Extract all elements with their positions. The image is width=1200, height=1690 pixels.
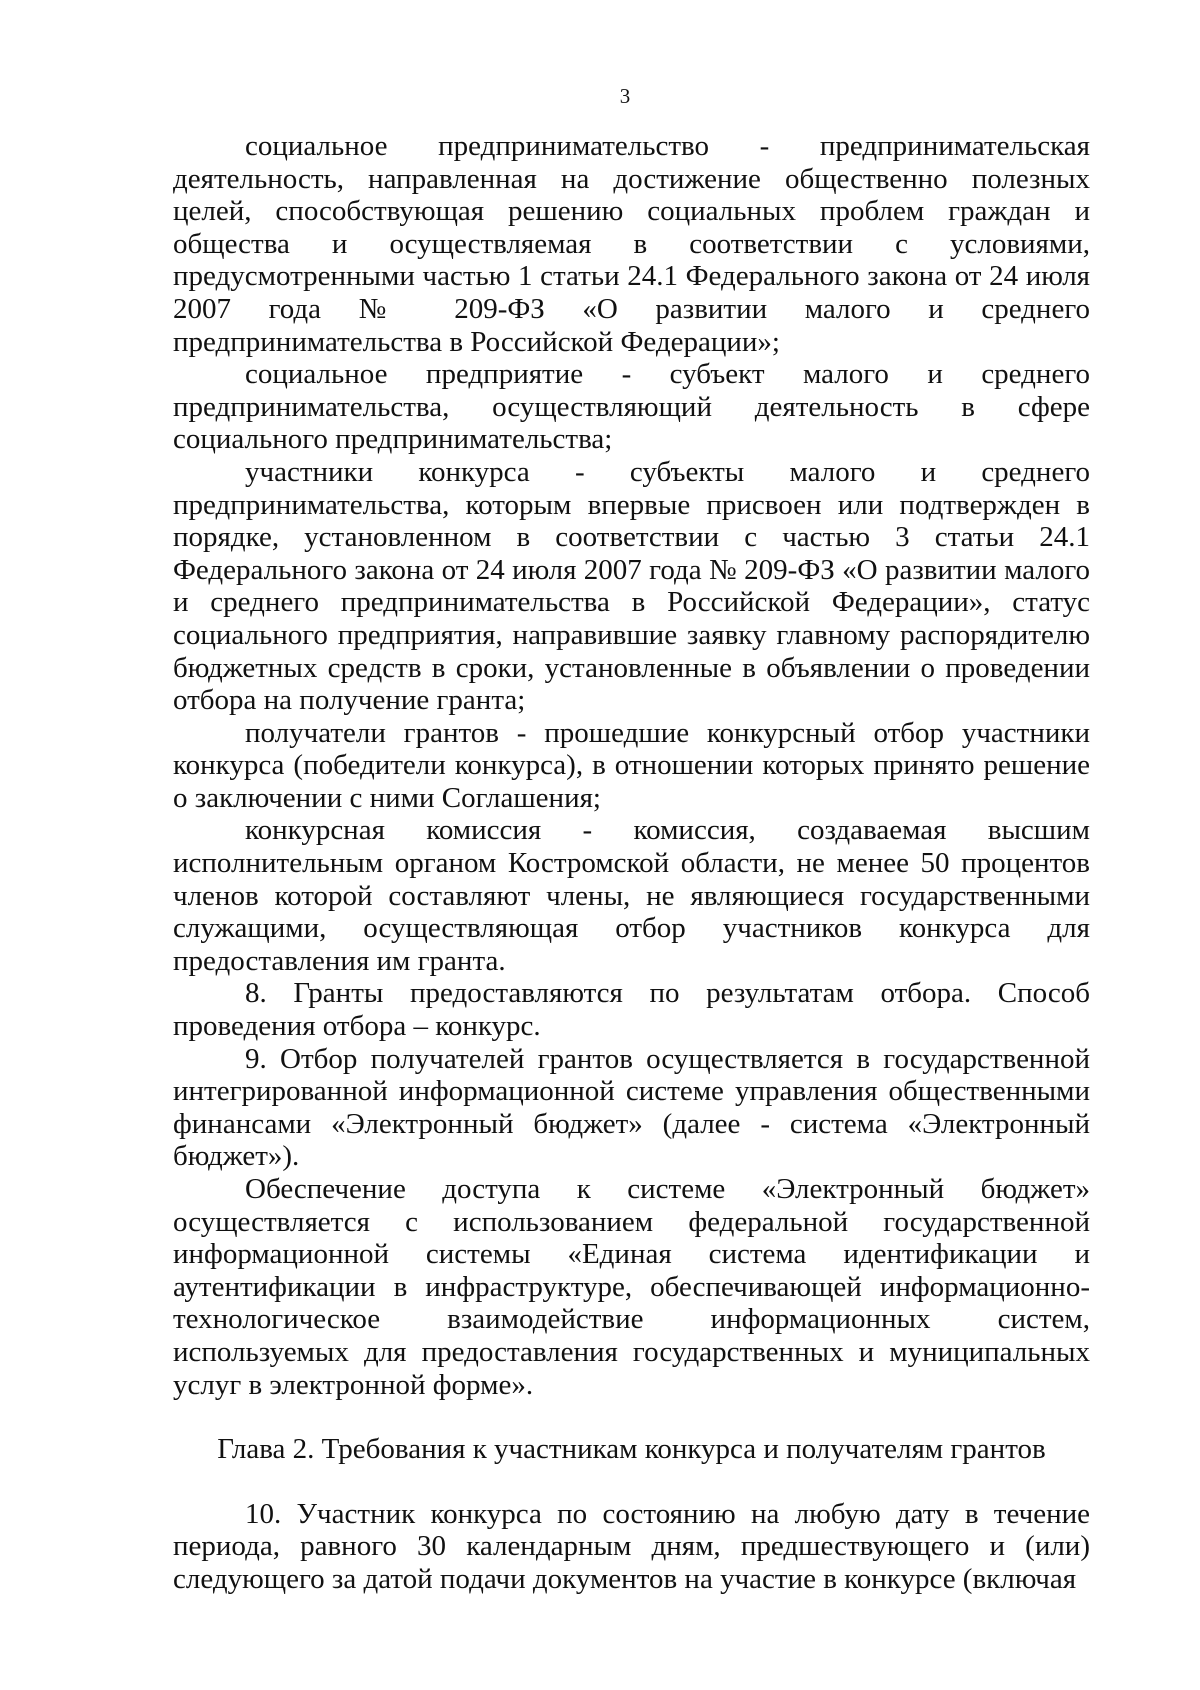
definition-social-enterprise: социальное предприятие - субъект малого и среднего предпринимательства, осуществляющий деятельность в сфере социального предпринимательства;	[173, 358, 1090, 456]
clause-9-access: Обеспечение доступа к системе «Электронный бюджет» осуществляется с использованием федеральной государственной информационной системы «Единая система идентификации и аутентификации в инфраструктуре, обеспечивающей информационно-технологическое взаимодействие информационных систем, используемых для предоставления государственных и муниципальных услуг в электронной форме».	[173, 1173, 1090, 1401]
page-number: 3	[619, 84, 631, 108]
clause-10: 10. Участник конкурса по состоянию на любую дату в течение периода, равного 30 календарным дням, предшествующего и (или) следующего за датой подачи документов на участие в конкурсе (включая	[173, 1497, 1090, 1595]
definition-contest-participants: участники конкурса - субъекты малого и среднего предпринимательства, которым впервые присвоен или подтвержден в порядке, установленном в соответствии с частью 3 статьи 24.1 Федерального закона от 24 июля 2007 года № 209-ФЗ «О развитии малого и среднего предпринимательства в Российской Федерации», статус социального предприятия, направившие заявку главному распорядителю бюджетных средств в сроки, установленные в объявлении о проведении отбора на получение гранта;	[173, 455, 1090, 717]
clause-8: 8. Гранты предоставляются по результатам отбора. Способ проведения отбора – конкурс.	[173, 977, 1090, 1043]
definition-grant-recipients: получатели грантов - прошедшие конкурсный отбор участники конкурса (победители конкурса), в отношении которых принято решение о заключении с ними Соглашения;	[173, 716, 1090, 814]
definition-social-entrepreneurship: социальное предпринимательство - предпринимательская деятельность, направленная на достижение общественно полезных целей, способствующая решению социальных проблем граждан и общества и осуществляемая в соответствии с условиями, предусмотренными частью 1 статьи 24.1 Федерального закона от 24 июля 2007 года № 209-ФЗ «О развитии малого и среднего предпринимательства в Российской Федерации»;	[173, 130, 1090, 358]
clause-9: 9. Отбор получателей грантов осуществляется в государственной интегрированной информационной системе управления общественными финансами «Электронный бюджет» (далее - система «Электронный бюджет»).	[173, 1042, 1090, 1173]
document-body	[173, 130, 1090, 1596]
definition-contest-commission: конкурсная комиссия - комиссия, создаваемая высшим исполнительным органом Костромской области, не менее 50 процентов членов которой составляют члены, не являющиеся государственными служащими, осуществляющая отбор участников конкурса для предоставления им гранта.	[173, 814, 1090, 977]
chapter-heading: Глава 2. Требования к участникам конкурса и получателям грантов	[217, 1433, 1046, 1466]
